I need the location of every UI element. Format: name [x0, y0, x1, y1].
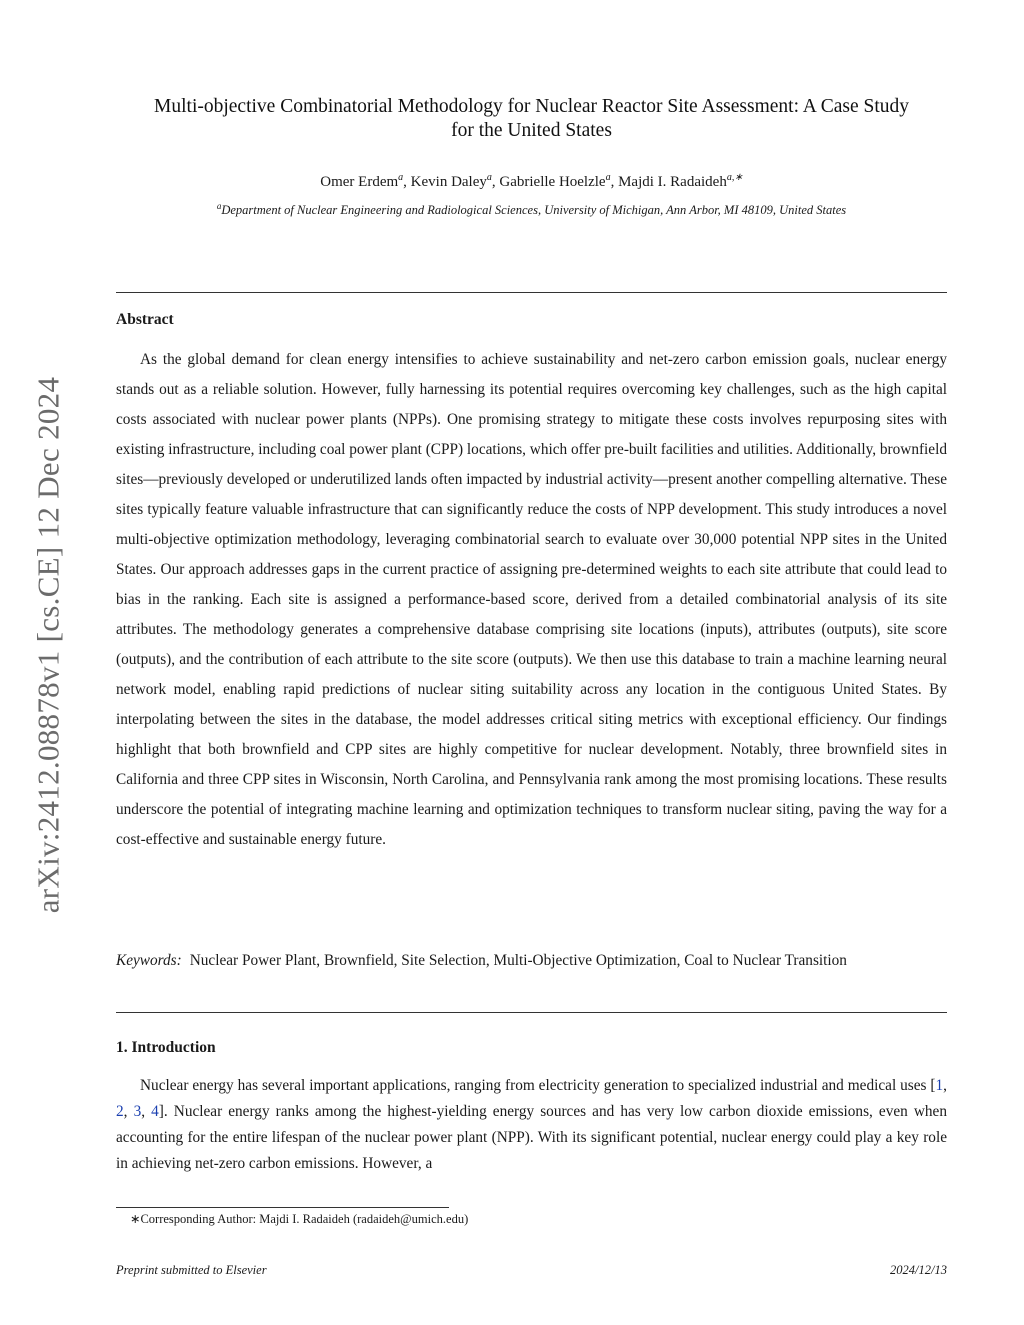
arxiv-sidebar-stamp [28, 350, 68, 940]
title-line-2: for the United States [451, 120, 612, 141]
keywords-list: Nuclear Power Plant, Brownfield, Site Selection, Multi-Objective Optimization, Coal to Nuclear Transition [189, 952, 847, 969]
citation-link[interactable]: 1 [935, 1077, 944, 1094]
abstract-top-rule [116, 292, 947, 293]
keywords [116, 946, 947, 976]
title-line-1: Multi-objective Combinatorial Methodology for Nuclear Reactor Site Assessment: A Case Study [154, 96, 909, 117]
abstract-bottom-rule [116, 1012, 947, 1013]
author: Omer Erdem$^a$, [320, 172, 411, 190]
intro-heading: 1. Introduction [116, 1039, 216, 1056]
author-list [116, 172, 947, 191]
keywords-label: Keywords: [116, 952, 182, 969]
paper-title [116, 95, 947, 143]
citation-link[interactable]: 2 [116, 1103, 124, 1120]
affiliation [116, 201, 947, 218]
abstract-body: As the global demand for clean energy intensifies to achieve sustainability and net-zero carbon emission goals, nuclear energy stands out as a reliable solution. However, fully harnessing its potential requires overcoming key challenges, such as the high capital costs associated with nuclear power plants (NPPs). One promising strategy to mitigate these costs involves repurposing sites with existing infrastructure, including coal power plant (CPP) locations, which offer pre-built facilities and utilities. Additionally, brownfield sites—previously developed or underutilized lands often impacted by industrial activity—present another compelling alternative. These sites typically feature valuable infrastructure that can significantly reduce the costs of NPP development. This study introduces a novel multi-objective optimization methodology, leveraging combinatorial search to evaluate over 30,000 potential NPP sites in the United States. Our approach addresses gaps in the current practice of assigning pre-determined weights to each site attribute that could lead to bias in the ranking. Each site is assigned a performance-based score, derived from a detailed combinatorial analysis of its site attributes. The methodology generates a comprehensive database comprising site locations (inputs), attributes (outputs), site score (outputs), and the contribution of each attribute to the site score (outputs). We then use this database to train a machine learning neural network model, enabling rapid predictions of nuclear siting suitability across any location in the contiguous United States. By interpolating between the sites in the database, the model addresses critical siting metrics with exceptional efficiency. Our findings highlight that both brownfield and CPP sites are highly competitive for nuclear development. Notably, three brownfield sites in California and three CPP sites in Wisconsin, North Carolina, and Pennsylvania rank among the most promising locations. These results underscore the potential of integrating machine learning and optimization techniques to transform nuclear siting, paving the way for a cost-effective and sustainable energy future. [116, 351, 947, 848]
citation-link[interactable]: 3 [133, 1103, 142, 1120]
intro-paragraph: Nuclear energy has several important applications, ranging from electricity generation to specialized industrial and medical uses [1, 2, 3, 4]. Nuclear energy ranks among the highest-yielding energy sources and has very low carbon dioxide emissions, even when accounting for the entire lifespan of the nuclear power plant (NPP). With its significant potential, nuclear energy could play a key role in achieving net-zero carbon emissions. However, a [116, 1077, 947, 1172]
abstract-heading: Abstract [116, 311, 174, 328]
corresponding-author-footnote: ∗Corresponding Author: Majdi I. Radaideh (radaideh@umich.edu) [130, 1212, 469, 1226]
footer-preprint-note: Preprint submitted to Elsevier [116, 1263, 267, 1277]
affiliation-text: Department of Nuclear Engineering and Radiological Sciences, University of Michigan, Ann Arbor, MI 48109, United States [221, 203, 847, 218]
author: Majdi I. Radaideh$^{a,∗}$ [618, 172, 743, 190]
affiliation-mark: a [216, 201, 222, 211]
footnote-rule [116, 1207, 449, 1208]
arxiv-id-label: arXiv:2412.08878v1 [cs.CE] 12 Dec 2024 [30, 376, 65, 914]
footer-date: 2024/12/13 [890, 1263, 947, 1277]
author: Kevin Daley$^a$, [410, 172, 500, 190]
author: Gabrielle Hoelzle$^a$, [499, 172, 619, 190]
citation-link[interactable]: 4 [151, 1103, 159, 1120]
